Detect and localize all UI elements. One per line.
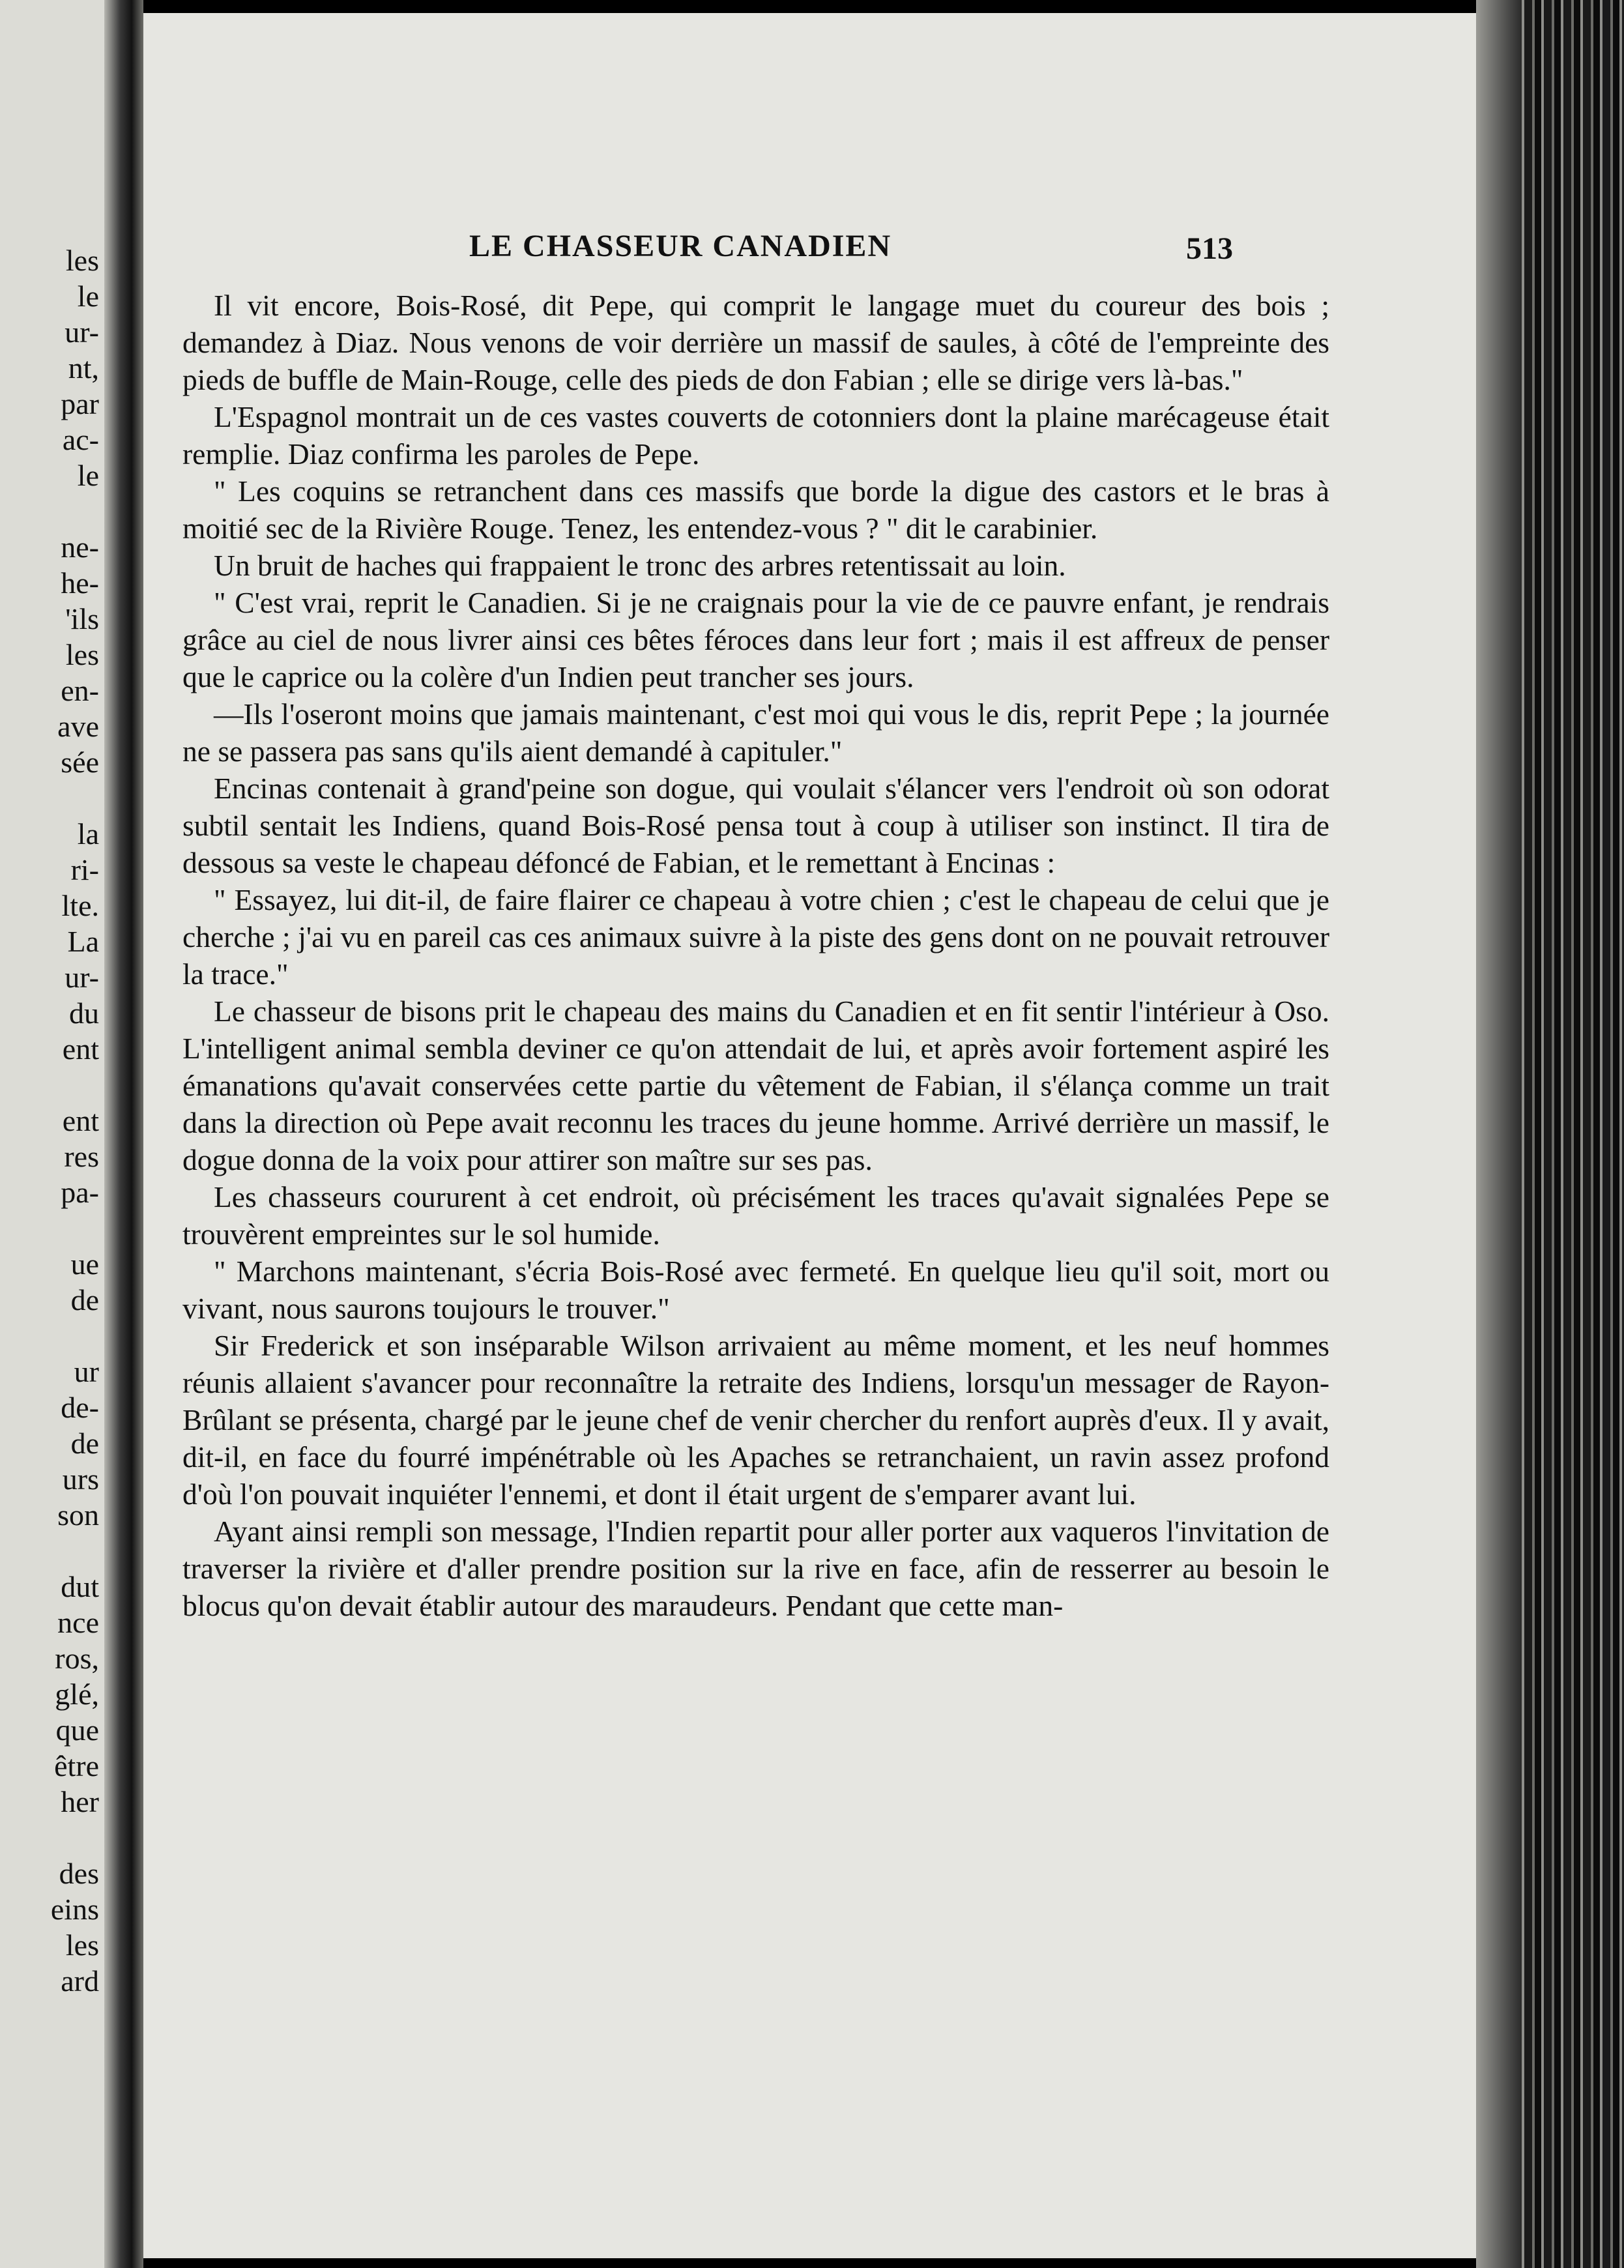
left-page-fragment: de	[70, 1283, 99, 1316]
left-page-fragment: les	[65, 1928, 99, 1962]
left-page-fragment: les	[65, 244, 99, 277]
left-page-fragment: ave	[57, 710, 99, 743]
left-page-fragment: de-	[61, 1391, 99, 1424]
left-page-fragment: he-	[61, 566, 99, 600]
left-page-fragment: ard	[61, 1964, 99, 1998]
left-page-fragment: la	[77, 817, 99, 850]
left-page-fragment	[1, 493, 99, 529]
left-page-fragment: pa-	[61, 1176, 99, 1209]
left-page-fragment: ent	[62, 1104, 99, 1137]
left-page-fragment	[1, 1318, 99, 1354]
left-page-fragment: nce	[57, 1606, 99, 1639]
left-page-fragment: ros,	[55, 1642, 99, 1675]
left-page-fragment	[1, 780, 99, 816]
left-page-fragment: ent	[62, 1032, 99, 1066]
left-page-fragment: ac-	[62, 423, 99, 456]
paragraph: " C'est vrai, reprit le Canadien. Si je ne craignais pour la vie de ce pauvre enfant, je rendrais grâce au ciel de nous livrer ainsi ces bêtes féroces dans leur fort ; mais il est affreux de penser que le caprice ou la colère d'un Indien peut trancher ses jours.	[182, 586, 1329, 693]
left-page-fragment: urs	[62, 1462, 99, 1496]
paragraph: " Marchons maintenant, s'écria Bois-Rosé avec fermeté. En quelque lieu qu'il soit, mort ou vivant, nous saurons toujours le trouver."	[182, 1255, 1329, 1325]
left-page-fragment: eins	[50, 1893, 99, 1926]
left-page-fragment: ne-	[61, 531, 99, 564]
page-body-text	[182, 287, 1329, 1624]
page-edge-shadow	[1476, 0, 1522, 2268]
paragraph: Les chasseurs coururent à cet endroit, où précisément les traces qu'avait signalées Pepe se trouvèrent empreintes sur le sol humide.	[182, 1180, 1329, 1251]
running-title: LE CHASSEUR CANADIEN	[469, 229, 892, 263]
page-number: 513	[1186, 231, 1233, 266]
left-page-fragment: que	[55, 1713, 99, 1747]
book-page	[143, 13, 1476, 2258]
left-page-fragment: res	[64, 1140, 99, 1173]
left-page-fragment: en-	[61, 674, 99, 707]
paragraph: Un bruit de haches qui frappaient le tronc des arbres retentissait au loin.	[214, 549, 1066, 582]
left-page-fragment: les	[65, 638, 99, 671]
left-page-fragment: le	[77, 280, 99, 313]
left-page-fragment: de	[70, 1427, 99, 1460]
left-page-fragment	[1, 1533, 99, 1569]
left-page-fragment	[1, 1210, 99, 1246]
left-page-fragment: nt,	[68, 351, 99, 385]
left-page-fragment: La	[67, 925, 99, 958]
paragraph: " Les coquins se retranchent dans ces massifs que borde la digue des castors et le bras à moitié sec de la Rivière Rouge. Tenez, les entendez-vous ? " dit le carabinier.	[182, 474, 1329, 545]
book-gutter	[104, 0, 143, 2268]
left-page-fragment: des	[59, 1857, 99, 1890]
left-page-fragment: ri-	[70, 853, 99, 886]
left-page-fragment	[1, 1067, 99, 1103]
paragraph: Sir Frederick et son inséparable Wilson arrivaient au même moment, et les neuf hommes réunis allaient s'avancer pour reconnaître la retraite des Indiens, lorsqu'un messager de Rayon-Brûlant se présenta, chargé par le jeune chef de venir chercher du renfort auprès d'eux. Il y avait, dit-il, en face du fourré impénétrable où les Apaches se retranchaient, un ravin assez profond d'où l'on pouvait inquiéter l'ennemi, et dont il était urgent de s'emparer avant lui.	[182, 1329, 1329, 1511]
running-head	[143, 228, 1476, 274]
paragraph: —Ils l'oseront moins que jamais maintenant, c'est moi qui vous le dis, reprit Pepe ; la journée ne se passera pas sans qu'ils aient demandé à capituler."	[182, 697, 1329, 768]
left-page-fragment: du	[69, 996, 99, 1030]
left-page-fragment: 'ils	[65, 602, 99, 635]
paragraph: " Essayez, lui dit-il, de faire flairer ce chapeau à votre chien ; c'est le chapeau de celui que je cherche ; j'ai vu en pareil cas ces animaux suivre à la piste des gens dont on ne pouvait retrouver la trace."	[182, 883, 1329, 991]
left-page-fragment: dut	[61, 1570, 99, 1603]
paragraph: Il vit encore, Bois-Rosé, dit Pepe, qui comprit le langage muet du coureur des bois ; demandez à Diaz. Nous venons de voir derrière un massif de saules, à côté de l'empreinte des pieds de buffle de Main-Rouge, celle des pieds de don Fabian ; elle se dirige vers là-bas."	[182, 289, 1329, 396]
left-page-text-fragments	[1, 242, 99, 1999]
left-page-fragment	[1, 1820, 99, 1855]
left-page-fragment: son	[57, 1498, 99, 1532]
page-edges	[1476, 0, 1624, 2268]
left-page-fragment: le	[77, 459, 99, 492]
left-page-fragment: ur-	[65, 315, 99, 349]
paragraph: L'Espagnol montrait un de ces vastes couverts de cotonniers dont la plaine marécageuse était remplie. Diaz confirma les paroles de Pepe.	[182, 400, 1329, 471]
paragraph: Le chasseur de bisons prit le chapeau des mains du Canadien et en fit sentir l'intérieur à Oso. L'intelligent animal sembla deviner ce qu'on attendait de lui, et après avoir fortement aspiré les émanations qu'avait conservées cette partie du vêtement de Fabian, il s'élança comme un trait dans la direction où Pepe avait reconnu les traces du jeune homme. Arrivé derrière un massif, le dogue donna de la voix pour attirer son maître sur ses pas.	[182, 995, 1329, 1176]
left-page-fragment: glé,	[55, 1678, 99, 1711]
left-page-fragment: être	[54, 1749, 99, 1782]
left-facing-page	[0, 0, 104, 2268]
left-page-fragment: sée	[61, 746, 99, 779]
left-page-fragment: ur-	[65, 961, 99, 994]
left-page-fragment: lte.	[61, 889, 99, 922]
paragraph: Ayant ainsi rempli son message, l'Indien repartit pour aller porter aux vaqueros l'invitation de traverser la rivière et d'aller prendre position sur la rive en face, afin de resserrer au besoin le blocus qu'on devait établir autour des maraudeurs. Pendant que cette man-	[182, 1515, 1329, 1622]
left-page-fragment: ur	[74, 1355, 99, 1388]
left-page-fragment: ue	[70, 1247, 99, 1281]
paragraph: Encinas contenait à grand'peine son dogue, qui voulait s'élancer vers l'endroit où son odorat subtil sentait les Indiens, quand Bois-Rosé pensa tout à coup à utiliser son instinct. Il tira de dessous sa veste le chapeau défoncé de Fabian, et le remettant à Encinas :	[182, 772, 1329, 879]
left-page-fragment: par	[61, 387, 99, 420]
left-page-fragment: her	[61, 1785, 99, 1818]
